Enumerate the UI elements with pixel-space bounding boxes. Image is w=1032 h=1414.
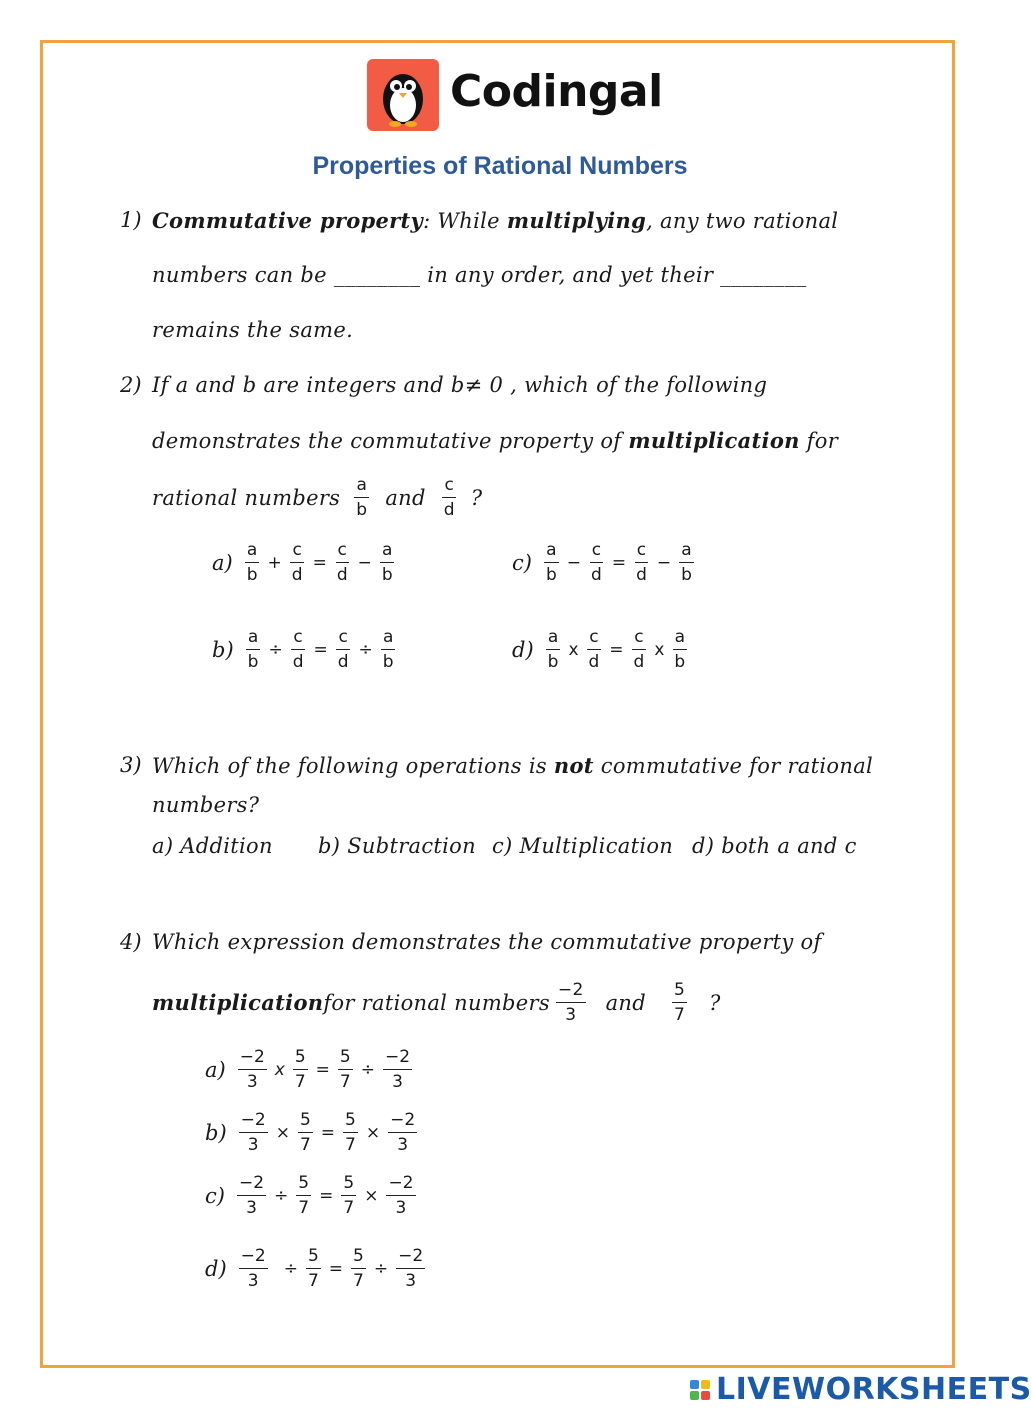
q4-option-c[interactable]: c) $\frac{-2}{3}$ ÷ $\frac{5}{7}$ = $\frac{5}{7}$ × $\frac{-2}{3}$ [205, 1173, 414, 1218]
liveworksheets-watermark: LIVEWORKSHEETS [690, 1372, 1032, 1407]
brand-name: Codingal [450, 66, 663, 117]
fraction-c-over-d: $\frac{c}{d}$ [443, 475, 455, 520]
fraction-5-over-7: $\frac{5}{7}$ [673, 980, 686, 1025]
q2-option-a[interactable]: a) $\frac{a}{b}$ + $\frac{c}{d}$ = $\frac{c}{d}$ − $\frac{a}{b}$ [212, 540, 393, 585]
q2-line3: rational numbers $\frac{a}{b}$ and $\frac{c}{d}$ ? [152, 475, 483, 520]
codingal-logo-icon [367, 59, 439, 131]
liveworksheets-logo-icon [690, 1380, 710, 1400]
q2-line1: If a and b are integers and b≠ 0 , which of the following [152, 373, 768, 397]
q2-line2: demonstrates the commutative property of multiplication for [152, 428, 839, 453]
q4-number: 4) [120, 930, 142, 954]
q1-number: 1) [120, 208, 142, 232]
q3-number: 3) [120, 753, 142, 777]
q3-choice-b[interactable]: b) Subtraction [318, 834, 476, 858]
q2-option-d[interactable]: d) $\frac{a}{b}$ x $\frac{c}{d}$ = $\frac{c}{d}$ x $\frac{a}{b}$ [512, 627, 686, 672]
q3-line1: Which of the following operations is not commutative for rational [152, 753, 874, 778]
q3-line2: numbers? [152, 793, 260, 817]
q4-option-d[interactable]: d) $\frac{-2}{3}$ ÷ $\frac{5}{7}$ = $\frac{5}{7}$ ÷ $\frac{-2}{3}$ [205, 1246, 424, 1291]
fraction-a-over-b: $\frac{a}{b}$ [356, 475, 368, 520]
page-border [40, 40, 955, 1368]
q3-choice-d[interactable]: d) both a and c [692, 834, 857, 858]
q2-option-b[interactable]: b) $\frac{a}{b}$ ÷ $\frac{c}{d}$ = $\frac{c}{d}$ ÷ $\frac{a}{b}$ [212, 627, 394, 672]
q2-number: 2) [120, 373, 142, 397]
q4-option-a[interactable]: a) $\frac{-2}{3}$ x $\frac{5}{7}$ = $\frac{5}{7}$ ÷ $\frac{-2}{3}$ [205, 1047, 411, 1092]
fraction-neg2-over-3: $\frac{-2}{3}$ [557, 980, 584, 1025]
q1-line3: remains the same. [152, 318, 354, 342]
page-title: Properties of Rational Numbers [312, 152, 688, 180]
q4-line1: Which expression demonstrates the commutative property of [152, 930, 822, 954]
q3-choice-c[interactable]: c) Multiplication [492, 834, 674, 858]
q2-option-c[interactable]: c) $\frac{a}{b}$ − $\frac{c}{d}$ = $\frac{c}{d}$ − $\frac{a}{b}$ [512, 540, 692, 585]
q4-line2: multiplication for rational numbers $\frac{-2}{3}$ and $\frac{5}{7}$ ? [152, 980, 721, 1025]
q3-choice-a[interactable]: a) Addition [152, 834, 273, 858]
q1-line1: Commutative property: While multiplying, any two rational [152, 208, 839, 233]
q4-option-b[interactable]: b) $\frac{-2}{3}$ × $\frac{5}{7}$ = $\frac{5}{7}$ × $\frac{-2}{3}$ [205, 1110, 416, 1155]
q1-line2: numbers can be ________ in any order, and yet their ________ [152, 263, 807, 287]
